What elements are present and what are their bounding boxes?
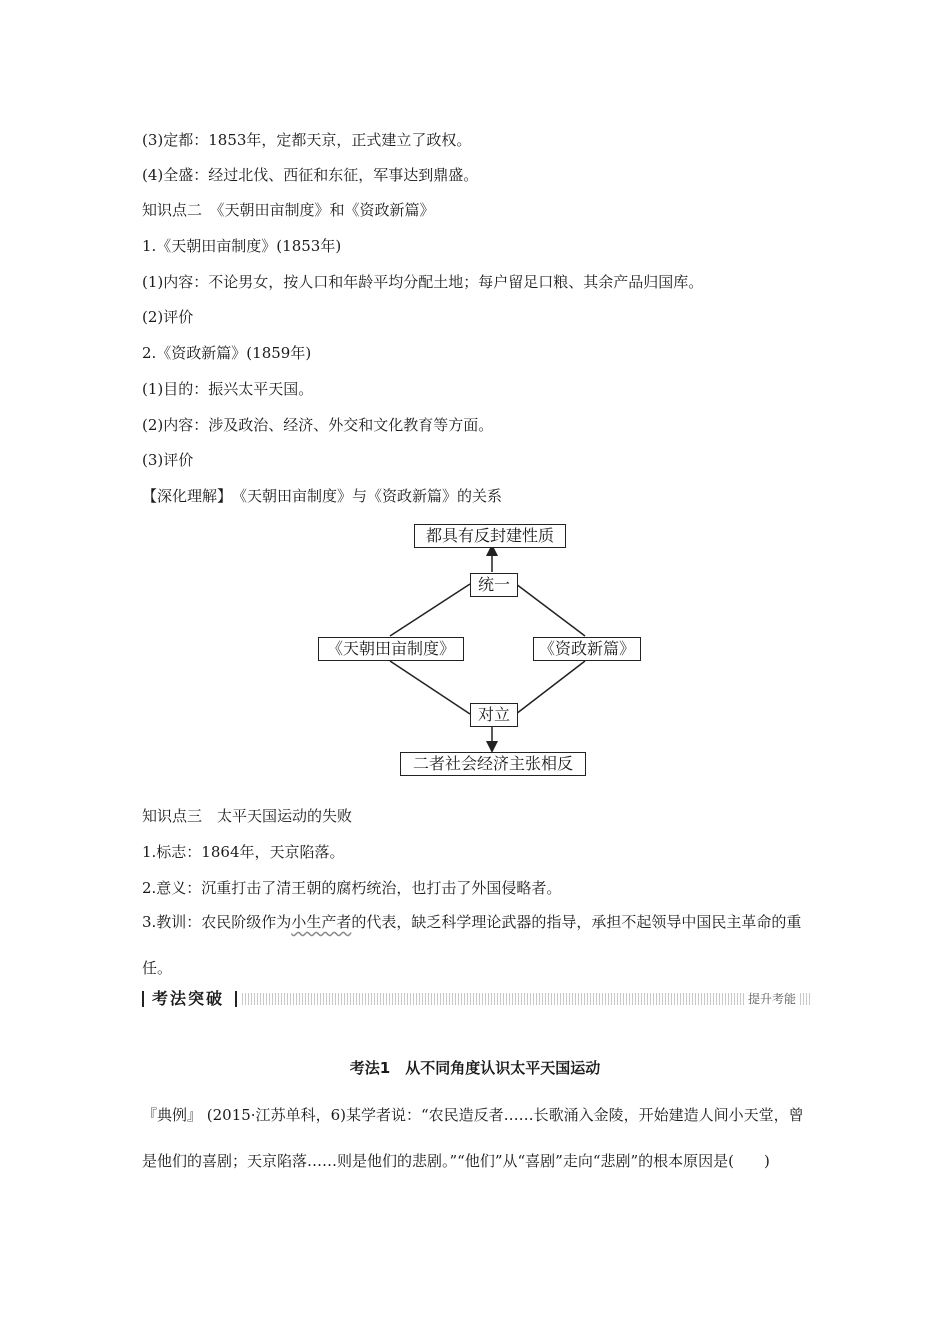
- method-heading: 考法1 从不同角度认识太平天国运动: [349, 1059, 601, 1077]
- text-line: (4)全盛：经过北伐、西征和东征，军事达到鼎盛。: [142, 166, 479, 184]
- banner-title: 考法突破: [152, 989, 225, 1008]
- text-line: (3)定都：1853年，定都天京，正式建立了政权。: [142, 131, 472, 149]
- banner-subtitle: 提升考能: [744, 990, 800, 1008]
- text-line: (1)内容：不论男女，按人口和年龄平均分配土地；每户留足口粮、其余产品归国库。: [142, 273, 704, 291]
- banner-hatch: [242, 993, 810, 1005]
- banner-bar-left: [142, 991, 144, 1007]
- text-line: 2.《资政新篇》(1859年): [142, 344, 312, 362]
- diagram-box-zizheng: 《资政新篇》: [533, 637, 641, 661]
- text-paragraph: [142, 899, 812, 991]
- connector-right-opposite: [516, 661, 585, 714]
- section-heading: 知识点三 太平天国运动的失败: [142, 807, 353, 825]
- text-line: 1.标志：1864年，天京陷落。: [142, 843, 345, 861]
- text-line: (1)目的：振兴太平天国。: [142, 380, 314, 398]
- section-banner: [142, 988, 810, 1010]
- text-line: (2)内容：涉及政治、经济、外交和文化教育等方面。: [142, 416, 494, 434]
- text-segment: 的代表，缺乏科学理论武器的指导，承担不起领导中国民主革命的重任。: [142, 913, 802, 977]
- diagram-box-unity: 统一: [470, 573, 518, 597]
- connector-left-unity: [390, 584, 470, 636]
- connector-left-opposite: [390, 661, 470, 714]
- deep-understanding-heading: 【深化理解】 《天朝田亩制度》与《资政新篇》的关系: [142, 487, 503, 505]
- diagram-box-contrary: 二者社会经济主张相反: [400, 752, 586, 776]
- text-line: 1.《天朝田亩制度》(1853年): [142, 237, 342, 255]
- banner-bar-right: [235, 991, 237, 1007]
- diagram-box-anti-feudal: 都具有反封建性质: [414, 524, 566, 548]
- underlined-term: 小生产者: [291, 913, 352, 931]
- connector-right-unity: [516, 584, 585, 636]
- text-line: 2.意义：沉重打击了清王朝的腐朽统治，也打击了外国侵略者。: [142, 879, 562, 897]
- section-heading: 知识点二 《天朝田亩制度》和《资政新篇》: [142, 201, 435, 219]
- text-line: (3)评价: [142, 451, 194, 469]
- text-line: (2)评价: [142, 308, 194, 326]
- example-paragraph: 『典例』 (2015·江苏单科，6)某学者说：“农民造反者……长歌涌入金陵，开始建造人间小天堂，曾是他们的喜剧；天京陷落……则是他们的悲剧。”“他们”从“喜剧”走向“悲剧”的根本原因是( ): [142, 1106, 804, 1170]
- diagram-box-tianchao: 《天朝田亩制度》: [318, 637, 464, 661]
- diagram-box-opposite: 对立: [470, 703, 518, 727]
- text-segment: 3.教训：农民阶级作为: [142, 913, 292, 931]
